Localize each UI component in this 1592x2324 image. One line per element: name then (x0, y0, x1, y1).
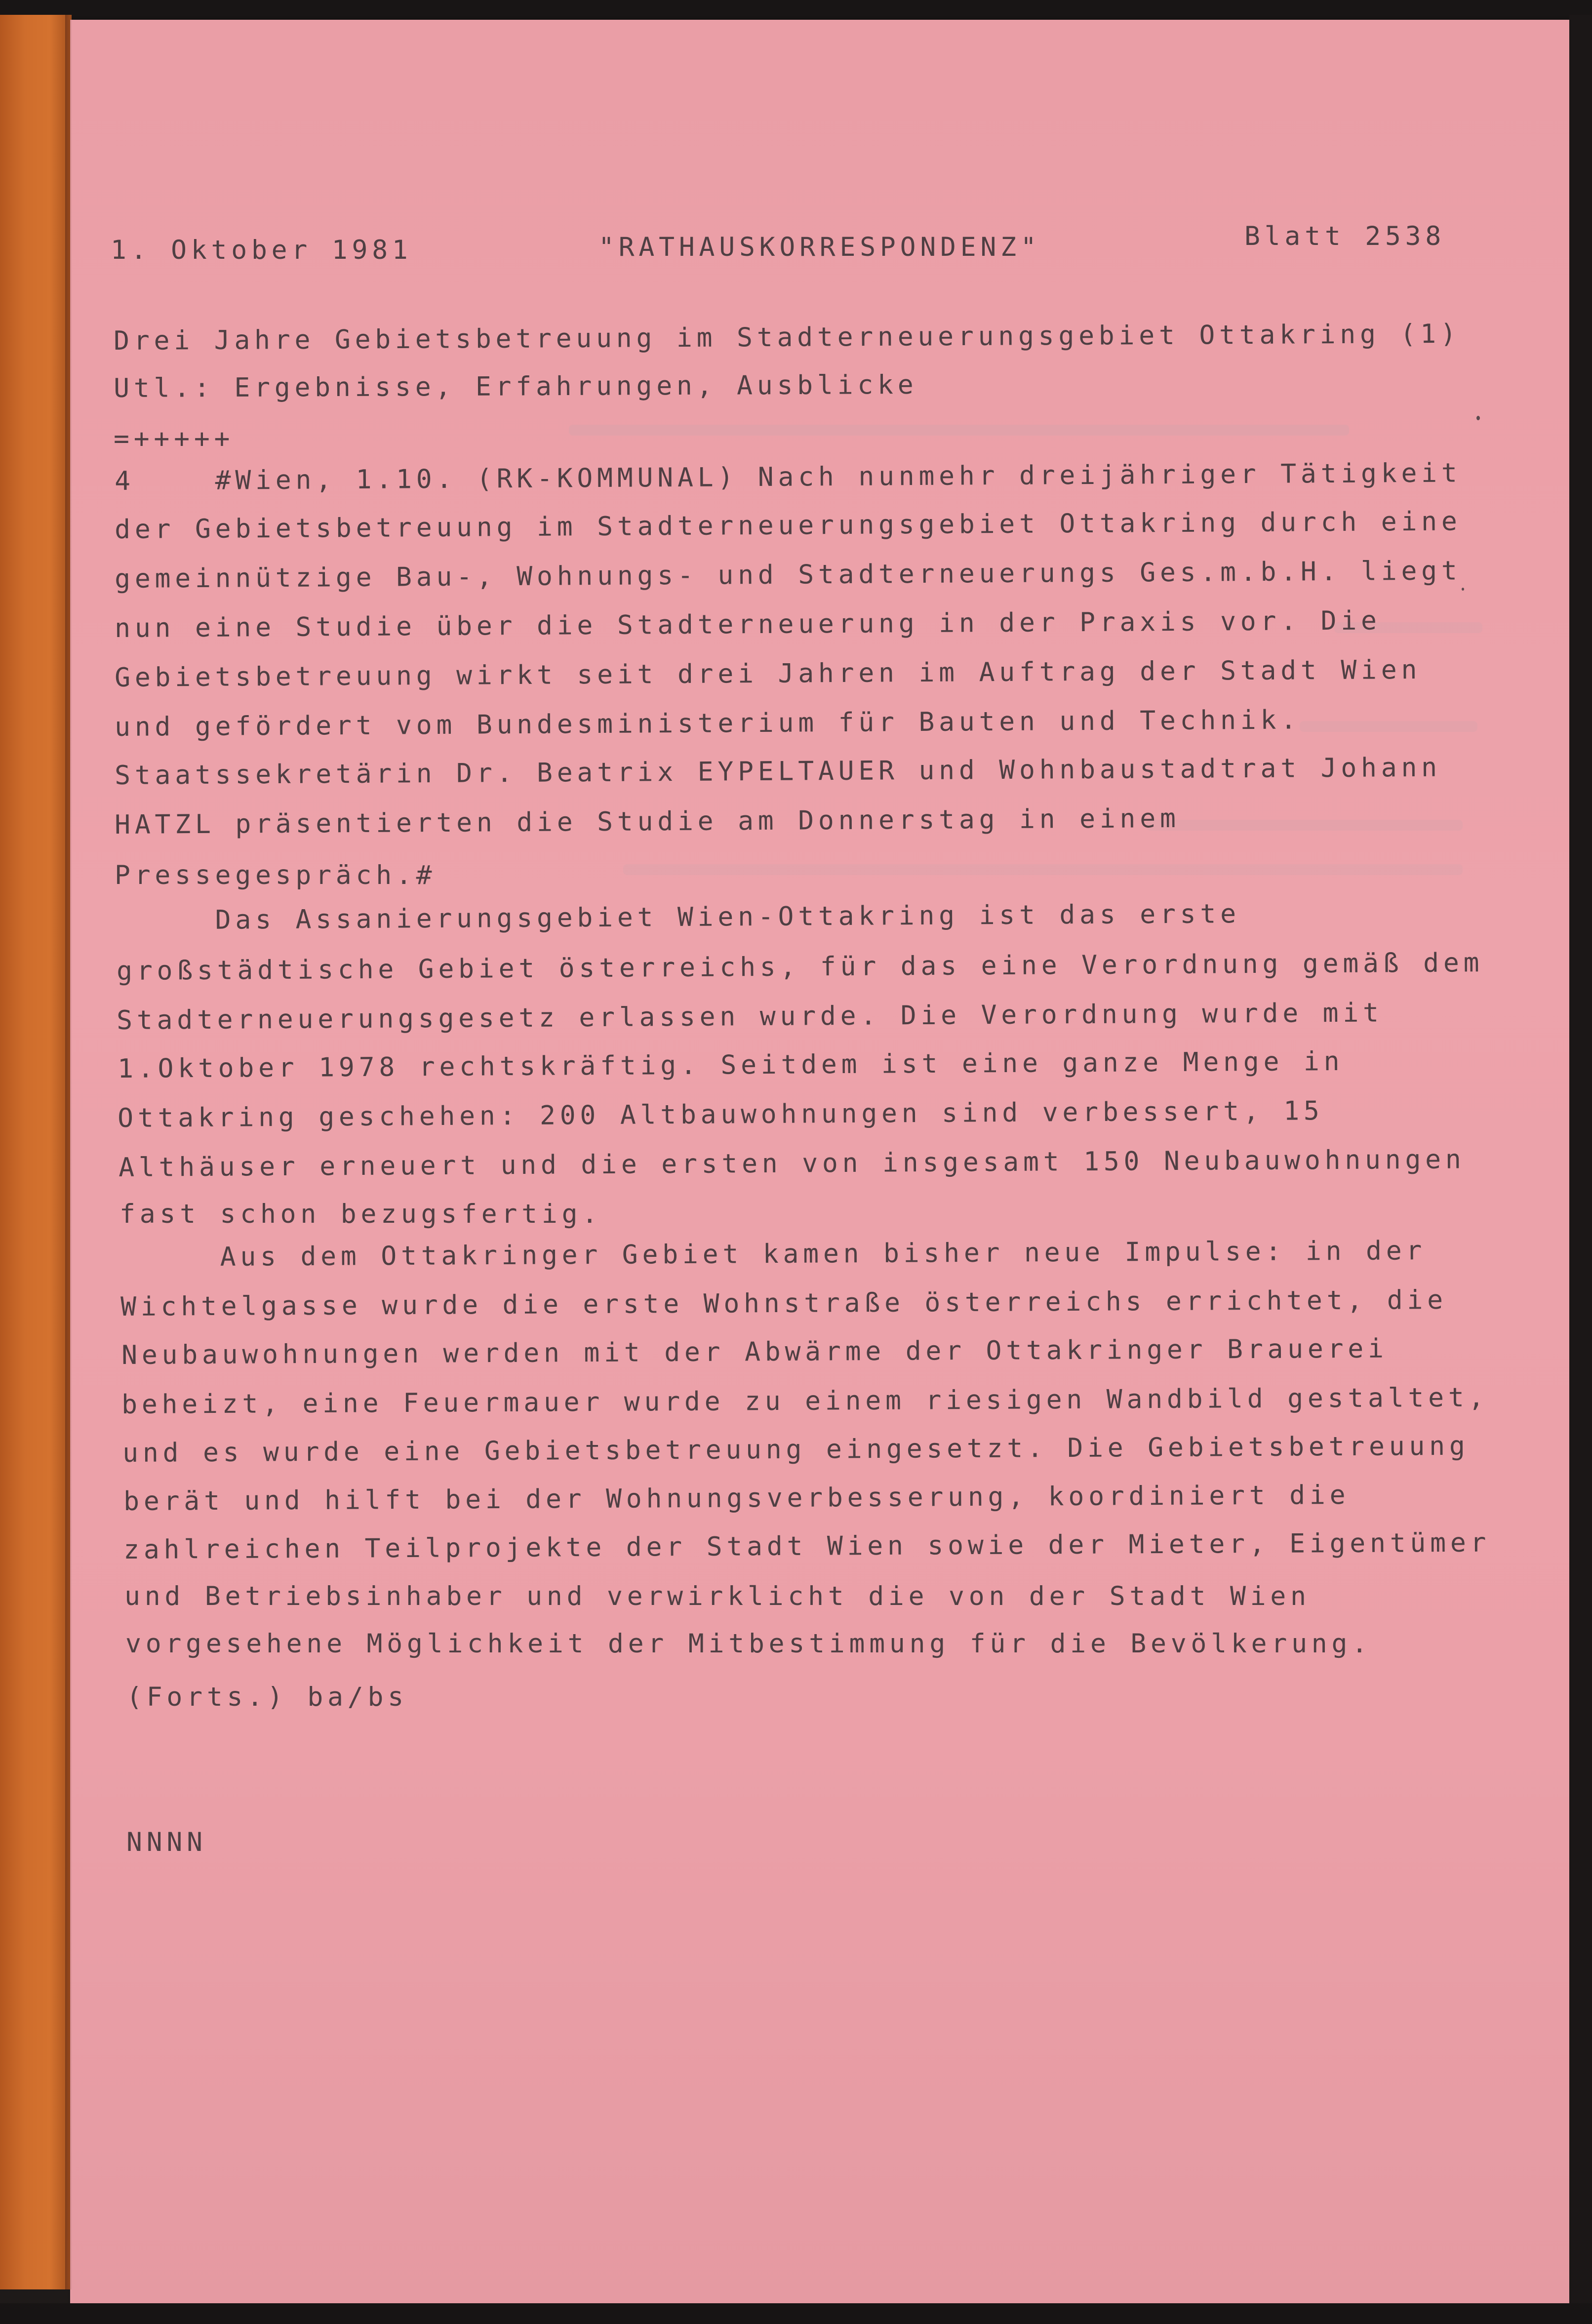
body-line: Althäuser erneuert und die ersten von insgesamt 150 Neubauwohnungen (118, 1144, 1466, 1183)
orange-binding-strip (0, 15, 72, 2289)
article-subtitle: Utl.: Ergebnisse, Erfahrungen, Ausblicke (113, 369, 918, 403)
scanner-bottom-edge (0, 2303, 1592, 2324)
body-line: nun eine Studie über die Stadterneuerung in der Praxis vor. Die (114, 605, 1381, 643)
header-publication: "RATHAUSKORRESPONDENZ" (598, 232, 1041, 262)
body-line: fast schon bezugsfertig. (119, 1199, 602, 1229)
paper-speck (1476, 416, 1480, 420)
bleed-through-mark (569, 425, 1349, 436)
bleed-through-mark (623, 864, 1463, 875)
body-line: berät und hilft bei der Wohnungsverbesserung, koordiniert die (123, 1480, 1350, 1517)
body-line: Wichtelgasse wurde die erste Wohnstraße österreichs errichtet, die (120, 1284, 1448, 1322)
body-line: Staatssekretärin Dr. Beatrix EYPELTAUER und Wohnbaustadtrat Johann (114, 752, 1442, 791)
body-line: Stadterneuerungsgesetz erlassen wurde. Die Verordnung wurde mit (116, 998, 1383, 1036)
scanner-right-edge (1569, 15, 1592, 2324)
header-date: 1. Oktober 1981 (111, 235, 412, 265)
body-line: Das Assanierungsgebiet Wien-Ottakring ist das erste (114, 899, 1240, 936)
article-title: Drei Jahre Gebietsbetreuung im Stadterneuerungsgebiet Ottakring (1) (113, 319, 1461, 356)
body-line: der Gebietsbetreuung im Stadterneuerungsgebiet Ottakring durch eine (114, 506, 1462, 545)
body-line: Neubauwohnungen werden mit der Abwärme der Ottakringer Brauerei (121, 1333, 1388, 1370)
bleed-through-mark (1300, 721, 1477, 732)
body-line: Ottakring geschehen: 200 Altbauwohnungen sind verbessert, 15 (117, 1096, 1324, 1133)
body-line: HATZL präsentierten die Studie am Donnerstag in einem (114, 803, 1180, 840)
body-line: zahlreichen Teilprojekte der Stadt Wien sowie der Mieter, Eigentümer (123, 1527, 1491, 1565)
body-line: großstädtische Gebiet österreichs, für das eine Verordnung gemäß dem (116, 948, 1484, 986)
body-line: 1.Oktober 1978 rechtskräftig. Seitdem ist eine ganze Menge in (117, 1046, 1344, 1084)
body-line: und gefördert vom Bundesministerium für Bauten und Technik. (114, 705, 1301, 742)
separator: =+++++ (114, 424, 235, 454)
body-line: beheizt, eine Feuermauer wurde zu einem riesigen Wandbild gestaltet, (121, 1382, 1489, 1420)
body-line: Pressegespräch.# (115, 860, 437, 890)
body-line: und Betriebsinhaber und verwirklicht die von der Stadt Wien (124, 1581, 1311, 1611)
bleed-through-mark (1147, 820, 1463, 831)
paper-speck (1462, 588, 1464, 591)
body-line: und es wurde eine Gebietsbetreuung eingesetzt. Die Gebietsbetreuung (122, 1431, 1470, 1468)
body-line: vorgesehene Möglichkeit der Mitbestimmung für die Bevölkerung. (125, 1629, 1372, 1659)
end-marker: NNNN (126, 1827, 207, 1857)
body-line: (Forts.) ba/bs (126, 1682, 408, 1712)
body-line: Aus dem Ottakringer Gebiet kamen bisher neue Impulse: in der (119, 1236, 1427, 1273)
body-line: gemeinnützige Bau-, Wohnungs- und Stadterneuerungs Ges.m.b.H. liegt (114, 556, 1462, 594)
body-line: Gebietsbetreuung wirkt seit drei Jahren im Auftrag der Stadt Wien (114, 654, 1422, 693)
body-line: 4 #Wien, 1.10. (RK-KOMMUNAL) Nach nunmehr dreijähriger Tätigkeit (114, 458, 1462, 496)
header-sheet-number: Blatt 2538 (1244, 221, 1446, 251)
